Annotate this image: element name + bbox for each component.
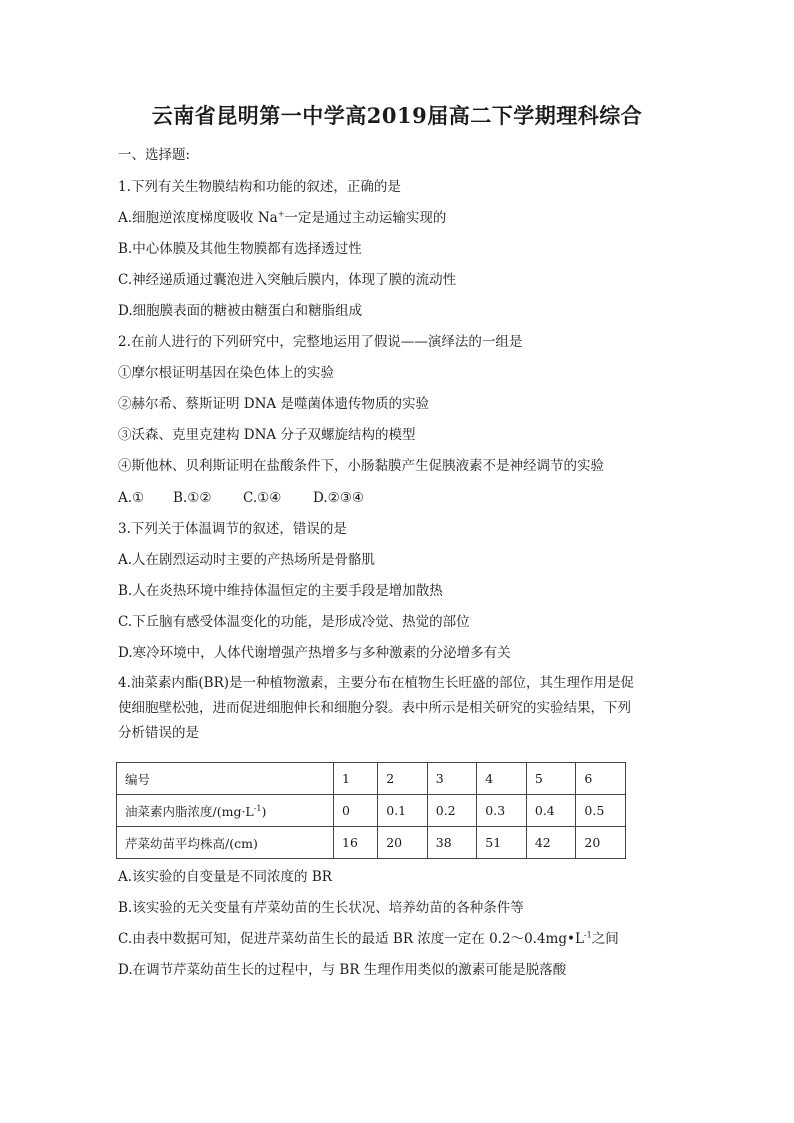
q1-option-a-post: 一定是通过主动运输实现的 (284, 210, 447, 226)
q3-option-c: C.下丘脑有感受体温变化的功能，是形成冷觉、热觉的部位 (118, 614, 470, 630)
q4-option-c-post: 之间 (591, 931, 619, 947)
conc-label-sup: -1 (253, 803, 262, 813)
q2-options (118, 488, 364, 508)
q2-item-2: ②赫尔希、蔡斯证明 DNA 是噬菌体遗传物质的实验 (118, 396, 429, 412)
conc-label-post: ) (261, 803, 267, 819)
q2-item-1: ①摩尔根证明基因在染色体上的实验 (118, 365, 334, 381)
q3-stem: 3.下列关于体温调节的叙述，错误的是 (118, 521, 347, 537)
table-cell: 42 (526, 827, 576, 859)
table-cell: 20 (576, 827, 626, 859)
table-cell: 0.2 (427, 795, 477, 827)
table-cell: 6 (576, 763, 626, 795)
q1-option-b: B.中心体膜及其他生物膜都有选择透过性 (118, 241, 362, 257)
q2-item-4: ④斯他林、贝利斯证明在盐酸条件下，小肠黏膜产生促胰液素不是神经调节的实验 (118, 458, 604, 474)
table-cell: 2 (378, 763, 428, 795)
section-heading: 一、选择题: (118, 147, 191, 163)
q1-option-a-pre: A.细胞逆浓度梯度吸收 Na (118, 210, 278, 226)
table-cell: 0 (334, 795, 378, 827)
q2-option-b: B.①② (173, 490, 212, 506)
q4-option-c-sup: -1 (583, 930, 592, 940)
table-label-height: 芹菜幼苗平均株高/(cm) (117, 827, 334, 859)
q4-option-c (118, 929, 619, 949)
table-label-id: 编号 (117, 763, 334, 795)
q3-option-b: B.人在炎热环境中维持体温恒定的主要手段是增加散热 (118, 583, 443, 599)
table-cell: 5 (526, 763, 576, 795)
table-cell: 3 (427, 763, 477, 795)
table-cell: 1 (334, 763, 378, 795)
table-cell: 0.3 (477, 795, 527, 827)
table-label-concentration (117, 795, 334, 827)
table-cell: 0.1 (378, 795, 428, 827)
table-cell: 20 (378, 827, 428, 859)
q2-option-c: C.①④ (243, 490, 282, 506)
q4-data-table (116, 762, 626, 859)
q1-stem: 1.下列有关生物膜结构和功能的叙述，正确的是 (118, 179, 401, 195)
table-cell: 38 (427, 827, 477, 859)
q4-option-b: B.该实验的无关变量有芹菜幼苗的生长状况、培养幼苗的各种条件等 (118, 900, 524, 916)
q4-option-a: A.该实验的自变量是不同浓度的 BR (118, 869, 332, 885)
q3-option-d: D.寒冷环境中，人体代谢增强产热增多与多种激素的分泌增多有关 (118, 645, 511, 661)
q1-option-c: C.神经递质通过囊泡进入突触后膜内，体现了膜的流动性 (118, 272, 457, 288)
q2-stem: 2.在前人进行的下列研究中，完整地运用了假说——演绎法的一组是 (118, 334, 523, 350)
table-cell: 0.5 (576, 795, 626, 827)
table-cell: 4 (477, 763, 527, 795)
q1-option-d: D.细胞膜表面的糖被由糖蛋白和糖脂组成 (118, 303, 363, 319)
q4-option-d: D.在调节芹菜幼苗生长的过程中，与 BR 生理作用类似的激素可能是脱落酸 (118, 962, 567, 978)
q2-option-a: A.① (118, 490, 145, 506)
table-row (117, 827, 626, 859)
q2-option-d: D.②③④ (313, 490, 364, 506)
table-row (117, 795, 626, 827)
conc-label-pre: 油菜素内脂浓度/(mg·L (125, 803, 254, 819)
q1-option-a (118, 208, 446, 228)
q2-item-3: ③沃森、克里克建构 DNA 分子双螺旋结构的模型 (118, 427, 416, 443)
q3-option-a: A.人在剧烈运动时主要的产热场所是骨骼肌 (118, 552, 376, 568)
q1-option-a-sup: + (277, 209, 285, 219)
q4-stem: 4.油菜素内酯(BR)是一种植物激素，主要分布在植物生长旺盛的部位，其生理作用是促使细胞壁松弛，进而促进细胞伸长和细胞分裂。表中所示是相关研究的实验结果，下列分析错误的是 (118, 675, 634, 741)
table-cell: 16 (334, 827, 378, 859)
table-cell: 0.4 (526, 795, 576, 827)
table-cell: 51 (477, 827, 527, 859)
table-row (117, 763, 626, 795)
page-title: 云南省昆明第一中学高2019届高二下学期理科综合 (151, 103, 643, 128)
q4-option-c-pre: C.由表中数据可知，促进芹菜幼苗生长的最适 BR 浓度一定在 0.2～0.4mg•L (118, 931, 584, 947)
